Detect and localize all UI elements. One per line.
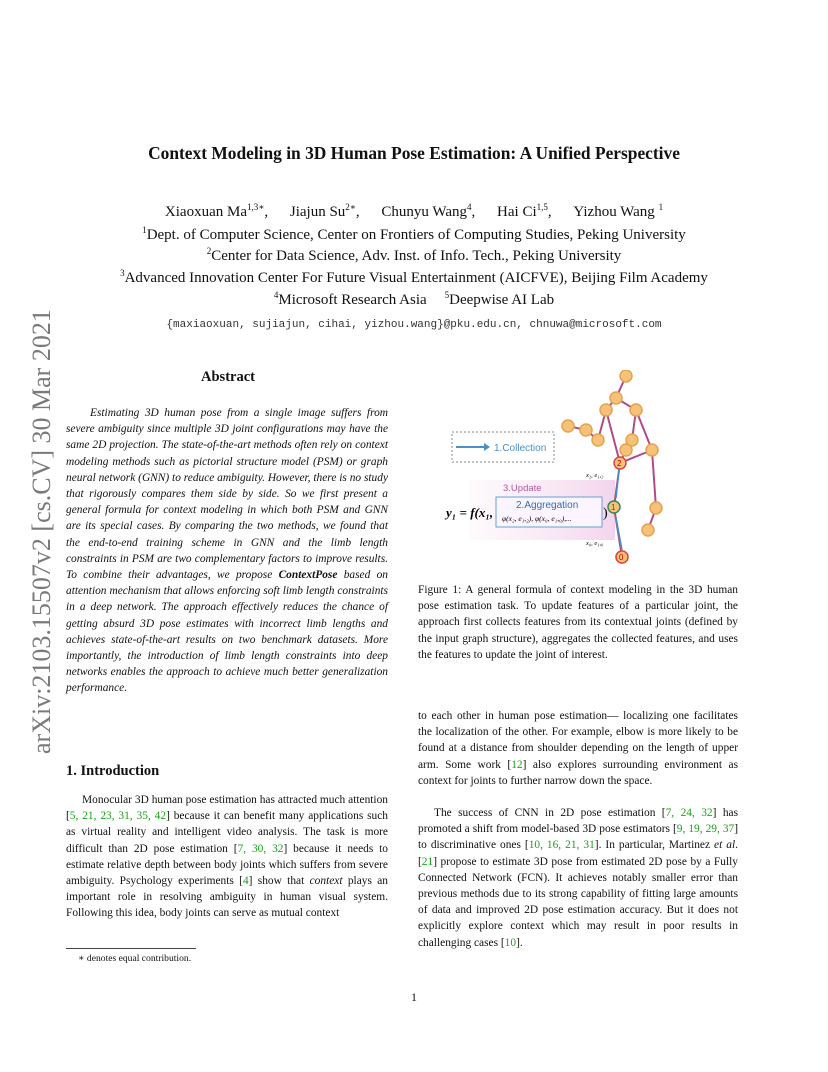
citation-link[interactable]: 12 [511, 758, 523, 771]
citation-link[interactable]: 7, 30, 32 [237, 842, 284, 855]
joint-1-label: 1 [611, 503, 616, 512]
author: Hai Ci$^{1,5}$, [497, 202, 552, 220]
method-name: ContextPose [278, 569, 338, 582]
update-formula: y₁ = f(x₁, [446, 505, 494, 520]
footnote-divider [66, 948, 196, 949]
affiliation: $^2$Center for Data Science, Adv. Inst. of Info. Tech., Peking University [206, 246, 622, 264]
abstract-text: Estimating 3D human pose from a single image suffers from severe ambiguity since multiple 3D joint configurations may have the same 2D projection. The state-of-the-art methods often rely on context modeling methods such as pictorial structure model (PSM) or graph neural network (GNN) to reduce ambiguity. However, there is no study that rigorously compares them side by side. So we first present a general formula for context modeling in which both PSM and GNN are its special cases. By comparing the two methods, we found that the end-to-end training scheme in GNN and the limb length constraints in PSM are two complementary factors to improve results. To combine their advantages, we propose ContextPose based on attention mechanism that allows enforcing soft limb length constraints in a deep network. The approach effectively reduces the chance of getting absurd 3D pose estimates with incorrect limb lengths and achieves state-of-the-art results on two benchmark datasets. More importantly, the introduction of limb length constraints into deep networks enables the approach to achieve much better generalization performance. [66, 407, 388, 695]
citation-link[interactable]: 9, 19, 29, 37 [676, 823, 735, 836]
collection-arrow-head [484, 443, 490, 451]
joint-0-label: 0 [619, 553, 624, 562]
citation-link[interactable]: 10, 16, 21, 31 [528, 839, 595, 852]
figure-caption: Figure 1: A general formula of context modeling in the 3D human pose estimation task. To update features of a particular joint, the approach first collects features from its contextual joints (defined by the input graph structure), aggregates the collected features, and uses the features to update the joint of interest. [418, 584, 738, 661]
page-number: 1 [411, 990, 417, 1004]
paper-title: Context Modeling in 3D Human Pose Estimation: A Unified Perspective [148, 143, 680, 163]
author: Yizhou Wang $^1$ [573, 202, 664, 220]
body-paragraph: The success of CNN in 2D pose estimation [7, 24, 32] has promoted a shift from model-based 3D pose estimators [9, 19, 29, 37] to discriminative ones [10, 16, 21, 31]. In particular, Martinez et al. [21] propose to estimate 3D pose from estimated 2D pose by a Fully Connected Network (FCN). It achieves notably smaller error than previous methods due to its strong capability of fitting large amounts of data and improved 2D pose estimation accuracy. But it does not explicitly explore context which may result in poor results in challenging cases [10]. [418, 807, 739, 949]
footnote: ∗ denotes equal contribution. [78, 953, 192, 964]
citation-link[interactable]: 4 [242, 875, 249, 888]
arxiv-id: arXiv:2103.15507v2 [cs.CV] 30 Mar 2021 [27, 309, 56, 754]
citation-link[interactable]: 5, 21, 23, 31, 35, 42 [69, 810, 167, 823]
author: Xiaoxuan $Ma^{1,3∗}$, [164, 202, 269, 220]
joint-2-label: 2 [617, 459, 622, 468]
author-list [60, 203, 768, 221]
edge-label-lower: x₀, e₁,₀ [586, 540, 604, 547]
figure-1 [440, 370, 740, 570]
aggregation-terms: φ(x₂, e₁,₂), φ(x₀, e₁,₀),... [502, 514, 572, 523]
abstract-heading: Abstract [201, 369, 255, 385]
body-paragraph: to each other in human pose estimation— localizing one facilitates the localization of the other. For example, elbow is more likely to be found at a distance from shoulder depending on the length of upper arm. Some work [12] also explores surrounding environment as context for joints to further narrow down the space. [418, 710, 739, 787]
affiliation: $^1$Dept. of Computer Science, Center on Frontiers of Computing Studies, Peking University [142, 225, 686, 243]
intro-paragraph: Monocular 3D human pose estimation has attracted much attention [5, 21, 23, 31, 35, 42] because it can benefit many applications such as virtual reality and intelligent video analysis. The task is more difficult than 2D pose estimation [7, 30, 32] because it needs to estimate relative depth between body joints which suffers from severe ambiguity. Psychology experiments [4] show that context plays an important role in resolving ambiguity in human visual system. Following this idea, body joints can serve as mutual context [66, 794, 389, 920]
affiliation: $^4$Microsoft Research Asia $^5$Deepwise AI Lab [273, 290, 555, 308]
collection-label: 1.Collection [494, 443, 547, 454]
author: Chunyu Wang$^4$, [381, 202, 476, 220]
arxiv-stamp [16, 286, 60, 756]
formula-close: ) [603, 506, 608, 521]
edge-label-upper: x₂, e₁,₂ [586, 472, 604, 479]
citation-link[interactable]: 10 [504, 936, 517, 949]
author-emails: {maxiaoxuan, sujiajun, cihai, yizhou.wang}@pku.edu.cn, chnuwa@microsoft.com [166, 319, 662, 331]
citation-link[interactable]: 7, 24, 32 [665, 807, 713, 819]
affiliation: $^3$Advanced Innovation Center For Future Visual Entertainment (AICFVE), Beijing Film Academy [120, 268, 708, 286]
update-label: 3.Update [503, 483, 542, 494]
aggregation-label: 2.Aggregation [516, 500, 579, 511]
section-heading: 1. Introduction [66, 763, 160, 779]
citation-link[interactable]: 21 [421, 855, 434, 868]
author: Jiajun $Su^{2∗}$, [289, 202, 360, 220]
